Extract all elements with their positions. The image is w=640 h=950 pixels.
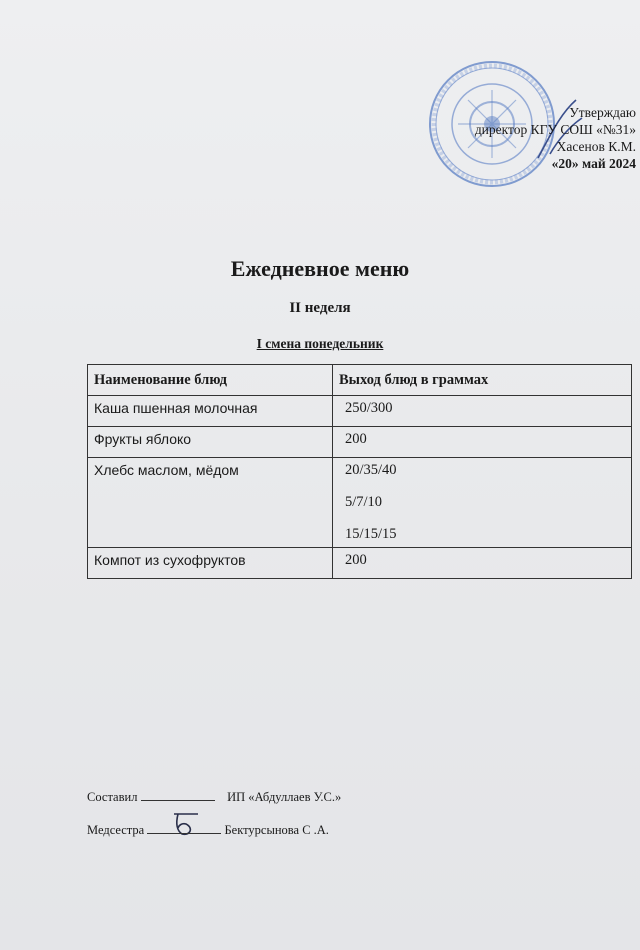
- nurse-label: Медсестра: [87, 823, 145, 837]
- dish-name: Каша пшенная молочная: [88, 396, 333, 427]
- dish-name: Компот из сухофруктов: [88, 548, 333, 579]
- table-row: [88, 427, 632, 458]
- approval-title: Утверждаю: [569, 105, 636, 120]
- yield-line: 15/15/15: [345, 526, 397, 542]
- table-row: [88, 396, 632, 427]
- signature-blank: [141, 790, 215, 801]
- approval-position: директор КГУ СОШ «№31»: [474, 122, 636, 137]
- page-title: Ежедневное меню: [230, 256, 410, 281]
- dish-yield: 250/300: [333, 396, 632, 427]
- nurse-line: [87, 823, 329, 838]
- nurse-name: Бектурсынова С .А.: [224, 823, 329, 837]
- week-label: II неделя: [289, 300, 351, 316]
- compiled-name: ИП «Абдуллаев У.С.»: [227, 790, 342, 804]
- header-yield: Выход блюд в граммах: [333, 365, 632, 396]
- table-row: [88, 548, 632, 579]
- compiled-by-line: [87, 790, 341, 805]
- approval-block: [466, 104, 636, 172]
- header-dish-name: Наименование блюд: [88, 365, 333, 396]
- approval-name: Хасенов К.М.: [556, 139, 636, 154]
- dish-yield: 200: [333, 427, 632, 458]
- compiled-label: Составил: [87, 790, 138, 804]
- dish-name: Хлебс маслом, мёдом: [88, 458, 333, 548]
- menu-table: [87, 364, 632, 579]
- signature-blank: [147, 823, 221, 834]
- approval-date: «20» май 2024: [551, 156, 636, 171]
- table-header-row: [88, 365, 632, 396]
- dish-yield: 200: [333, 548, 632, 579]
- table-row: [88, 458, 632, 548]
- yield-line: 20/35/40: [345, 462, 397, 478]
- dish-yield: [333, 458, 632, 548]
- yield-line: 5/7/10: [345, 494, 383, 510]
- dish-name: Фрукты яблоко: [88, 427, 333, 458]
- shift-label: I смена понедельник: [256, 336, 384, 351]
